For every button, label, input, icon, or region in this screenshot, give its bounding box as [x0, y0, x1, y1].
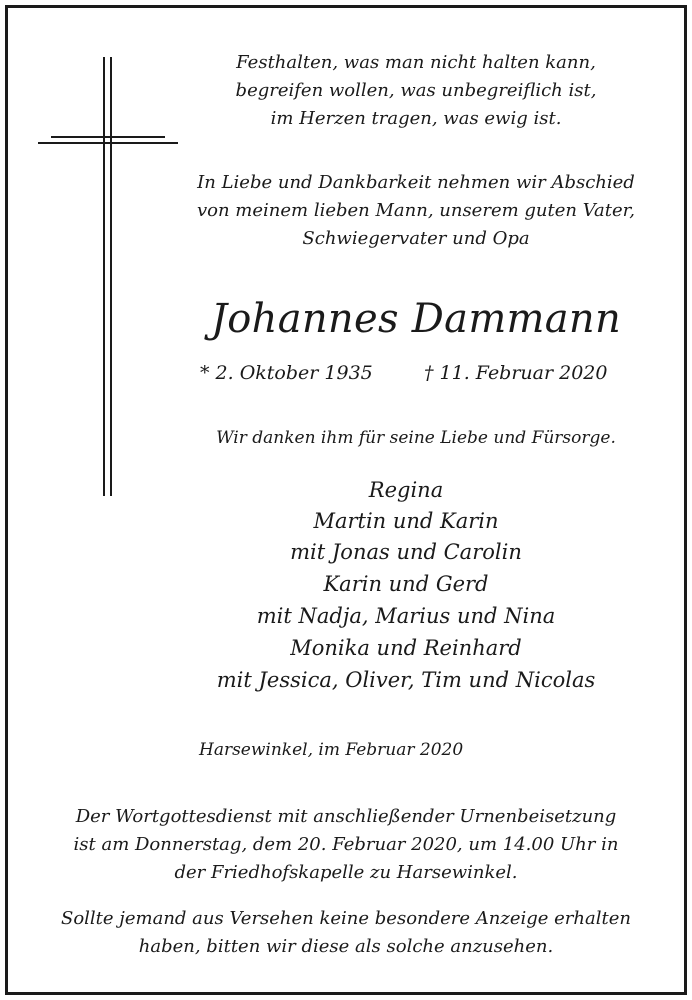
poem-line: Festhalten, was man nicht halten kann,: [236, 52, 596, 73]
deceased-name: Johannes Dammann: [210, 296, 622, 342]
poem-line: begreifen wollen, was unbegreiflich ist,: [235, 80, 597, 101]
family-line: mit Nadja, Marius und Nina: [256, 604, 556, 628]
birth-date: * 2. Oktober 1935: [200, 362, 373, 384]
death-date: † 11. Februar 2020: [424, 362, 608, 384]
service-line: Der Wortgottesdienst mit anschließender Urnenbeisetzung: [75, 806, 617, 827]
intro-line: von meinem lieben Mann, unserem guten Vater,: [196, 200, 636, 221]
service-line: ist am Donnerstag, dem 20. Februar 2020, um 14.00 Uhr in: [73, 834, 619, 855]
family-line: Monika und Reinhard: [290, 636, 522, 660]
poem-line: im Herzen tragen, was ewig ist.: [270, 108, 562, 129]
service-line: der Friedhofskapelle zu Harsewinkel.: [174, 862, 518, 883]
note-line: haben, bitten wir diese als solche anzusehen.: [138, 936, 554, 957]
family-line: mit Jessica, Oliver, Tim und Nicolas: [216, 668, 596, 692]
family-line: Regina: [368, 478, 444, 502]
note-line: Sollte jemand aus Versehen keine besondere Anzeige erhalten: [61, 908, 631, 929]
intro-line: In Liebe und Dankbarkeit nehmen wir Abschied: [197, 172, 635, 193]
place-date: Harsewinkel, im Februar 2020: [199, 740, 464, 760]
family-line: mit Jonas und Carolin: [290, 540, 522, 564]
family-line: Karin und Gerd: [323, 572, 489, 596]
thanks-line: Wir danken ihm für seine Liebe und Fürsorge.: [216, 428, 616, 448]
family-line: Martin und Karin: [313, 509, 499, 533]
intro-line: Schwiegervater und Opa: [302, 228, 530, 249]
